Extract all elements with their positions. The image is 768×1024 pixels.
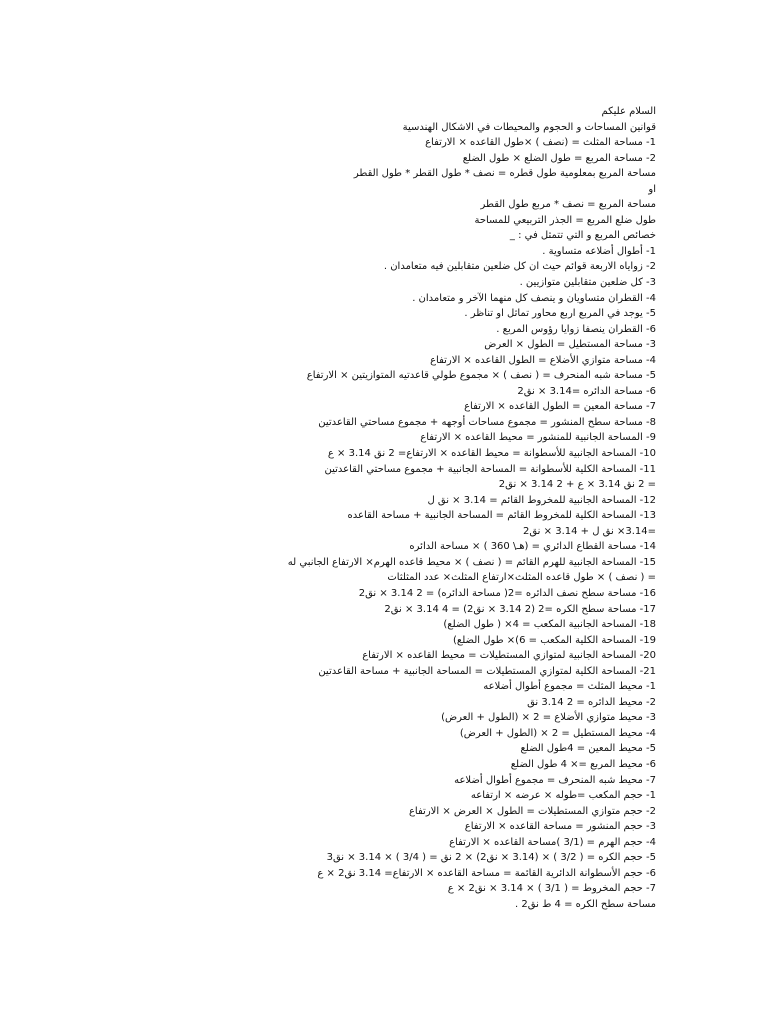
text-line: 15- المساحة الجانبية للهرم القائم = ( نصف ) × محيط قاعده الهرم× الارتفاع الجانبي له — [287, 556, 656, 568]
text-line: 17- مساحة سطح الكره =2 (2 3.14 × نق2) = 4 3.14 × نق2 — [384, 603, 656, 615]
text-line: 3- حجم المنشور = مساحة القاعده × الارتفاع — [464, 821, 656, 833]
text-line: 7- حجم المخروط = ( 3/1 ) × 3.14 × نق2 × ع — [447, 883, 656, 895]
text-line: مساحة المربع = نصف * مربع طول القطر — [480, 199, 656, 211]
text-line: 4- مساحة متوازي الأضلاع = الطول القاعده × الارتفاع — [430, 354, 656, 366]
text-line: 6- القطران ينصفا زوايا رؤوس المربع . — [496, 323, 656, 335]
text-line: 5- محيط المعين = 4طول الضلع — [520, 743, 656, 755]
text-line: او — [648, 183, 656, 195]
text-line: 12- المساحة الجانبية للمخروط القائم = 3.14 × نق ل — [427, 494, 656, 506]
text-line: 1- حجم المكعب =طوله × عرضه × ارتفاعه — [470, 790, 656, 802]
text-line: 10- المساحة الجانبية للأسطوانة = محيط القاعده × الارتفاع= 2 نق 3.14 × ع — [327, 448, 656, 460]
text-line: طول ضلع المربع = الجذر التربيعي للمساحة — [474, 214, 656, 226]
text-line: 19- المساحة الكلية المكعب = 6)× طول الضلع) — [453, 634, 656, 646]
text-line: خصائص المربع و التي تتمثل في : _ — [509, 230, 656, 242]
text-line: = 2 نق 3.14 × ع + 2 3.14 × نق2 — [498, 479, 656, 491]
text-line: =3.14× نق ل + 3.14 × نق2 — [522, 525, 656, 537]
text-line: 3- محيط متوازي الأضلاع = 2 × (الطول + العرض) — [441, 712, 656, 724]
text-line: 20- المساحة الجانبية لمتوازي المستطيلات = محيط القاعده × الارتفاع — [362, 650, 656, 662]
text-line: 2- مساحة المربع = طول الضلع × طول الضلع — [462, 152, 656, 164]
document-body — [136, 104, 656, 912]
text-line: 2- محيط الدائره = 2 3.14 نق — [527, 696, 656, 708]
text-line: 13- المساحة الكلية للمخروط القائم = المساحة الجانبية + مساحة القاعده — [347, 510, 656, 522]
text-line: السلام عليكم — [601, 106, 656, 117]
text-line: 21- المساحة الكلية لمتوازي المستطيلات = المساحة الجانبية + مساحة القاعدتين — [318, 665, 656, 677]
text-line: 2- حجم متوازي المستطيلات = الطول × العرض × الارتفاع — [408, 805, 656, 817]
text-line: 1- محيط المثلث = مجموع أطوال أضلاعه — [483, 681, 656, 693]
text-line: مساحة المربع بمعلومية طول قطره = نصف * طول القطر * طول القطر — [353, 168, 656, 180]
text-line: 6- حجم الأسطوانة الدائرية القائمة = مساحة القاعده × الارتفاع= 3.14 نق2 × ع — [317, 867, 656, 879]
text-line: 7- محيط شبه المنحرف = مجموع أطوال أضلاعه — [454, 774, 656, 786]
text-line: 16- مساحة سطح نصف الدائره =2( مساحة الدائره) = 2 3.14 × نق2 — [358, 587, 656, 599]
text-line: 1- مساحة المثلث = (نصف ) ×طول القاعده × الارتفاع — [425, 137, 656, 149]
text-line: 4- القطران متساويان و ينصف كل منهما الآخر و متعامدان . — [412, 292, 656, 304]
text-line: 6- محيط المربع =× 4 طول الضلع — [510, 758, 656, 770]
text-line: 5- يوجد في المربع اربع محاور تماثل او تناظر . — [464, 308, 656, 320]
text-line: قوانين المساحات و الحجوم والمحيطات في الاشكال الهندسية — [402, 121, 656, 133]
text-line: 3- مساحة المستطيل = الطول × العرض — [484, 339, 656, 351]
text-line: 14- مساحة القطاع الدائري = (هـ\ 360 ) × مساحة الدائره — [409, 541, 656, 553]
text-line: 5- مساحة شبه المنحرف = ( نصف ) × مجموع طولي قاعدتيه المتوازيتين × الارتفاع — [306, 370, 656, 382]
text-line: 4- محيط المستطيل = 2 × (الطول + العرض) — [459, 727, 656, 739]
text-line: 5- حجم الكره = ( 3/2 ) × (3.14 × نق2) × 2 نق = ( 3/4 ) × 3.14 × نق3 — [326, 852, 656, 864]
text-line: 1- أطوال أضلاعه متساوية . — [542, 245, 656, 257]
text-line: 9- المساحة الجانبية للمنشور = محيط القاعده × الارتفاع — [420, 432, 656, 444]
text-line: 11- المساحة الكلية للأسطوانة = المساحة الجانبية + مجموع مساحتي القاعدتين — [324, 463, 656, 475]
text-line: 18- المساحة الجانبية المكعب = 4× ( طول الضلع) — [443, 619, 656, 631]
text-line: 2- زواياه الاربعة قوائم حيث ان كل ضلعين متقابلين فيه متعامدان . — [383, 261, 656, 273]
text-line: 8- مساحة سطح المنشور = مجموع مساحات أوجهه + مجموع مساحتي القاعدتين — [318, 416, 656, 428]
text-line: = ( نصف ) × طول قاعده المثلث×ارتفاع المثلث× عدد المثلثات — [387, 572, 656, 584]
text-line: 7- مساحة المعين = الطول القاعده × الارتفاع — [464, 401, 656, 413]
text-line: 6- مساحة الدائره =3.14 × نق2 — [517, 385, 656, 397]
text-line: 4- حجم الهرم = (3/1 )مساحة القاعده × الارتفاع — [449, 836, 656, 848]
text-line: مساحة سطح الكره = 4 ط نق2 . — [515, 898, 656, 910]
text-line: 3- كل ضلعين متقابلين متوازيين . — [519, 277, 656, 289]
